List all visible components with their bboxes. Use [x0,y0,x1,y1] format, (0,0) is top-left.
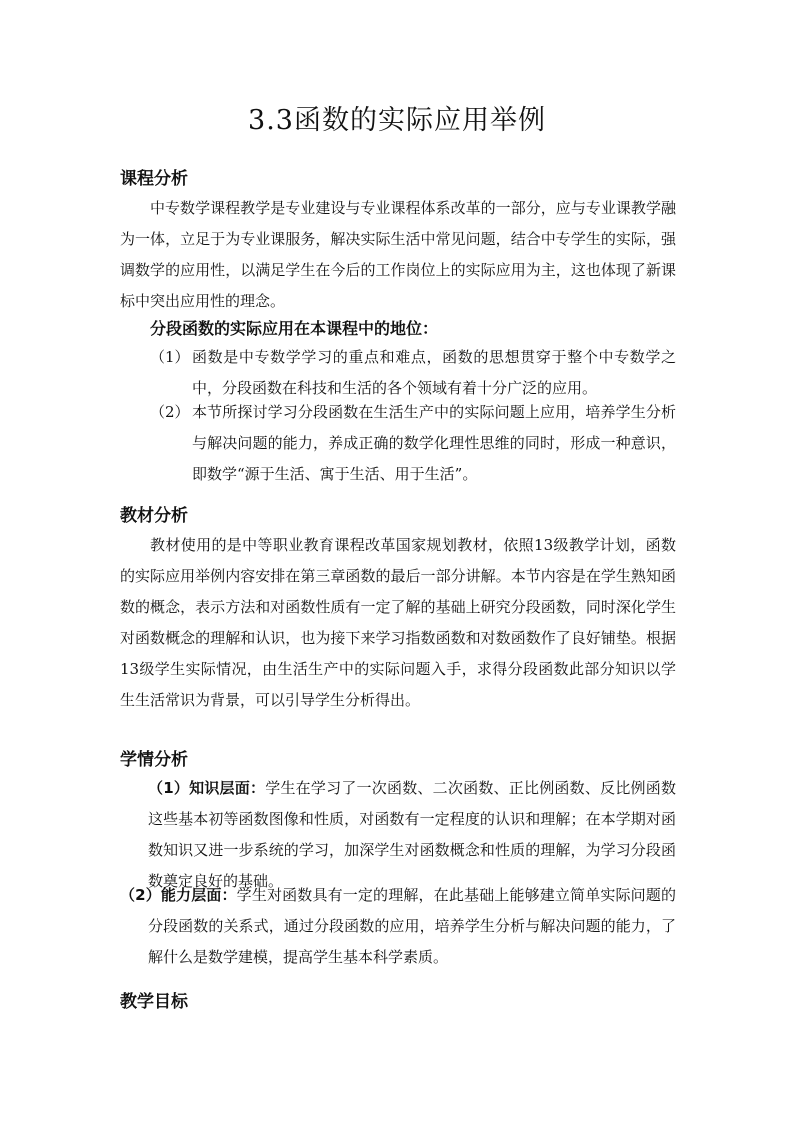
list-item-text: 本节所探讨学习分段函数在生活生产中的实际问题上应用，培养学生分析与解决问题的能力，养成正确的数学化理性思维的同时，形成一种意识，即数学“源于生活、寓于生活、用于生活”。 [192,403,676,483]
knowledge-level-text: 学生在学习了一次函数、二次函数、正比例函数、反比例函数这些基本初等函数图像和性质，对函数有一定程度的认识和理解；在本学期对函数知识又进一步系统的学习，加深学生对函数概念和性质的理解，为学习分段函数奠定良好的基础。 [148,779,676,890]
list-item-text: 函数是中专数学学习的重点和难点，函数的思想贯穿于整个中专数学之中，分段函数在科技和生活的各个领域有着十分广泛的应用。 [192,348,676,397]
knowledge-level-paragraph [148,773,676,897]
paragraph-course-analysis: 中专数学课程教学是专业建设与专业课程体系改革的一部分，应与专业课教学融为一体，立足于为专业课服务，解决实际生活中常见问题，结合中专学生的实际，强调数学的应用性，以满足学生在今后的工作岗位上的实际应用为主，这也体现了新课标中突出应用性的理念。 [120,199,676,310]
list-item [150,342,676,404]
list-item [150,397,676,490]
ability-level-label: （2）能力层面： [120,886,237,904]
list-item-number: （2） [150,403,190,421]
subheading-position: 分段函数的实际应用在本课程中的地位： [150,319,439,338]
paragraph-textbook-analysis: 教材使用的是中等职业教育课程改革国家规划教材，依照13级教学计划，函数的实际应用举例内容安排在第三章函数的最后一部分讲解。本节内容是在学生熟知函数的概念，表示方法和对函数性质有一定了解的基础上研究分段函数，同时深化学生对函数概念的理解和认识，也为接下来学习指数函数和对数函数作了良好铺垫。根据13级学生实际情况，由生活生产中的实际问题入手，求得分段函数此部分知识以学生生活常识为背景，可以引导学生分析得出。 [120,536,676,709]
list-item-number: （1） [150,348,190,366]
knowledge-level-label: （1）知识层面： [148,779,266,797]
page-title: 3.3函数的实际应用举例 [248,105,546,136]
heading-teaching-goals: 教学目标 [120,992,188,1012]
ability-level-paragraph [120,880,676,973]
heading-student-analysis: 学情分析 [120,750,188,770]
heading-textbook-analysis: 教材分析 [120,506,188,526]
ability-level-text: 学生对函数具有一定的理解，在此基础上能够建立简单实际问题的分段函数的关系式，通过分段函数的应用，培养学生分析与解决问题的能力，了解什么是数学建模，提高学生基本科学素质。 [148,886,676,966]
heading-course-analysis: 课程分析 [120,169,188,189]
